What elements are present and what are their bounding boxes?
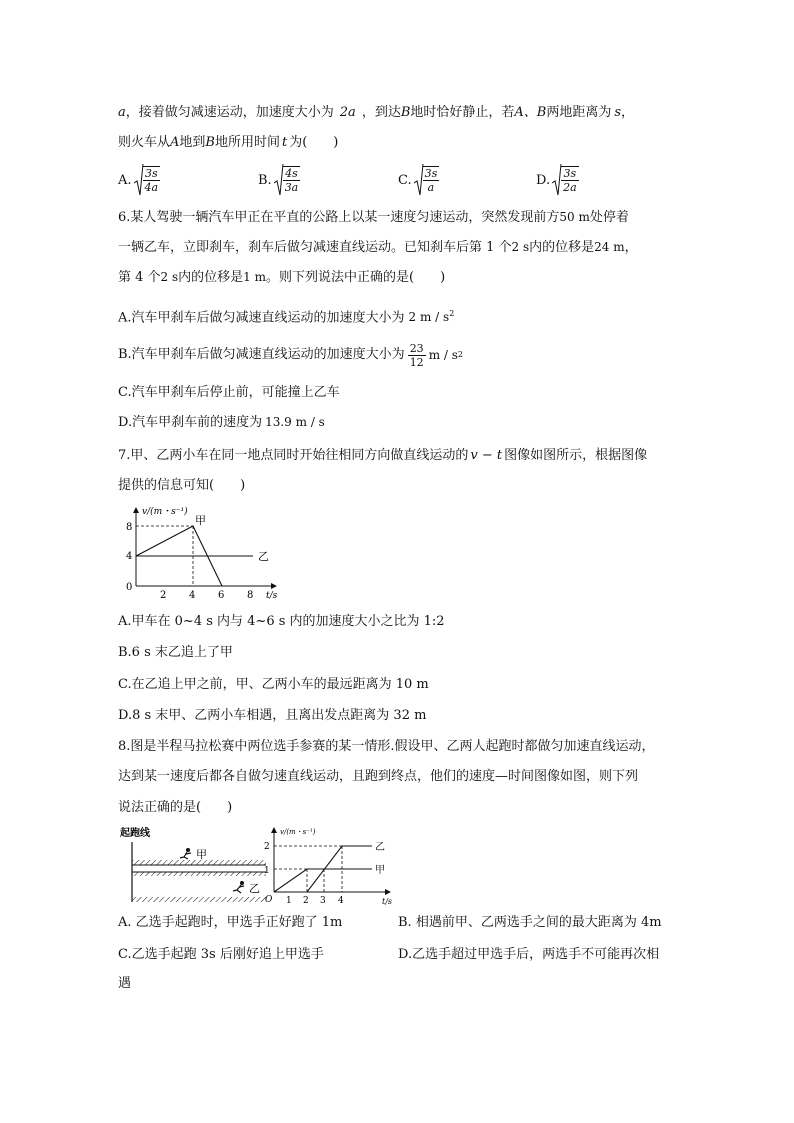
y-tick-2: 2 xyxy=(264,842,270,852)
value-2s: 2 s xyxy=(511,240,530,254)
option-text: D.汽车甲刹车前的速度为 xyxy=(118,415,263,430)
origin-label: O xyxy=(265,895,273,905)
q8-option-d-cont xyxy=(118,975,131,993)
x-tick-3: 3 xyxy=(320,896,326,906)
q5-option-b[interactable] xyxy=(258,162,300,198)
series-yi-label: 乙 xyxy=(375,842,385,853)
option-label: B. xyxy=(258,172,272,188)
text: 处停着 xyxy=(589,210,629,225)
q8-line2 xyxy=(118,768,638,786)
text: ，到达 xyxy=(361,105,401,120)
q8-track-figure xyxy=(118,824,268,906)
var-B: B xyxy=(400,105,411,120)
text: 地到 xyxy=(179,135,206,150)
x-axis-label: t/s xyxy=(266,591,278,601)
option-text: D.乙选手超过甲选手后，两选手不可能再次相 xyxy=(398,947,660,962)
q6-option-a[interactable] xyxy=(118,305,454,327)
numerator: 3s xyxy=(143,167,161,181)
q8-line3 xyxy=(118,799,232,817)
x-tick-6: 6 xyxy=(218,590,225,601)
q7-option-c[interactable] xyxy=(118,676,429,694)
q8-option-c[interactable] xyxy=(118,946,324,964)
option-text: A.甲车在 0~4 s 内与 4~6 s 内的加速度大小之比为 1:2 xyxy=(118,614,445,629)
var-t: t xyxy=(282,135,288,150)
denominator: 3a xyxy=(284,181,299,194)
series-jia-line xyxy=(274,869,372,892)
y-tick-1: 1 xyxy=(264,866,270,876)
runner-jia-label: 甲 xyxy=(196,848,207,861)
value-1m: 1 m xyxy=(243,270,266,284)
runner-yi-icon xyxy=(233,881,244,893)
option-text: D.8 s 末甲、乙两小车相遇，且离出发点距离为 32 m xyxy=(118,708,427,723)
q6-option-d[interactable] xyxy=(118,413,325,432)
runner-jia-icon xyxy=(180,848,191,859)
y-axis-label: v/(m・s⁻¹) xyxy=(142,507,188,517)
option-text: B.汽车甲刹车后做匀减速直线运动的加速度大小为 xyxy=(118,347,405,362)
series-yi-label: 乙 xyxy=(258,550,269,563)
option-text: C.乙选手起跑 3s 后刚好追上甲选手 xyxy=(118,947,324,962)
text: 说法正确的是( ) xyxy=(118,800,233,815)
numerator: 23 xyxy=(409,341,424,355)
denominator: 4a xyxy=(144,181,159,194)
numerator: 4s xyxy=(283,167,301,181)
option-text: C.汽车甲刹车后停止前，可能撞上乙车 xyxy=(118,385,340,400)
option-text: A.汽车甲刹车后做匀减速直线运动的加速度大小为 xyxy=(118,310,405,326)
series-jia-label: 甲 xyxy=(195,514,206,527)
x-tick-2: 2 xyxy=(303,896,309,906)
y-tick-8: 8 xyxy=(126,522,133,533)
x-tick-1: 1 xyxy=(286,896,292,906)
text: ，接着做匀减速运动，加速度大小为 xyxy=(125,105,334,120)
var-s: s xyxy=(614,105,622,120)
x-tick-4: 4 xyxy=(338,896,344,906)
q8-option-b[interactable] xyxy=(398,914,662,932)
y-tick-4: 4 xyxy=(126,551,133,562)
x-axis-label: t/s xyxy=(382,897,392,906)
q7-option-d[interactable] xyxy=(118,707,426,725)
option-text: A. 乙选手起跑时，甲选手正好跑了 1m xyxy=(118,915,343,930)
text: 内的位移是 xyxy=(529,240,595,255)
value: 13.9 m / s xyxy=(265,415,325,429)
denominator: 12 xyxy=(409,355,424,369)
fraction xyxy=(408,342,426,369)
q5-option-d[interactable] xyxy=(536,162,579,198)
q5-option-c[interactable] xyxy=(398,162,439,198)
text: 一辆乙车，立即刹车，刹车后做匀减速直线运动。已知刹车后第 1 个 xyxy=(118,240,512,255)
text: 6.某人驾驶一辆汽车甲正在平直的公路上以某一速度匀速运动，突然发现前方 xyxy=(118,210,560,225)
sqrt-expression xyxy=(552,163,579,197)
text: ， xyxy=(624,240,638,255)
value-50m: 50 m xyxy=(559,210,590,224)
series-jia-label: 甲 xyxy=(375,865,385,876)
option-label: D. xyxy=(536,172,551,188)
q5-line2 xyxy=(118,134,338,152)
q8-vt-graph xyxy=(254,824,392,908)
q6-option-c[interactable] xyxy=(118,384,340,402)
q5-line1 xyxy=(118,104,634,122)
text: 第 4 个 xyxy=(118,270,161,285)
option-label: C. xyxy=(398,172,412,188)
value: 2 m / s xyxy=(408,310,450,325)
value-24m: 24 m xyxy=(594,240,625,254)
runner-yi-label: 乙 xyxy=(249,882,260,895)
var-vt: v − t xyxy=(470,448,503,463)
sqrt-expression xyxy=(414,163,440,197)
text: 地时恰好静止，若 xyxy=(410,105,515,120)
text: 达到某一速度后都各自做匀速直线运动，且跑到终点，他们的速度—时间图像如图，则下列 xyxy=(118,769,639,784)
q6-line2 xyxy=(118,238,638,257)
option-text: B.6 s 末乙追上了甲 xyxy=(118,645,233,660)
var-A: A xyxy=(170,135,180,150)
exponent: 2 xyxy=(449,309,455,318)
q7-vt-graph xyxy=(118,504,288,606)
text: 两地距离为 xyxy=(546,105,612,120)
sqrt-expression xyxy=(134,163,161,197)
denominator: a xyxy=(427,181,435,194)
q7-line2 xyxy=(118,477,245,495)
text: ， xyxy=(621,105,635,120)
var-a: a xyxy=(118,105,126,120)
sqrt-expression xyxy=(274,163,301,197)
q8-option-a[interactable] xyxy=(118,914,342,932)
denominator: 2a xyxy=(563,181,577,194)
y-tick-0: 0 xyxy=(126,582,133,593)
text: 图像如图所示，根据图像 xyxy=(504,448,648,463)
numerator: 3s xyxy=(424,167,438,180)
option-label: A. xyxy=(118,172,132,188)
var-AB: A、B xyxy=(514,105,547,120)
q7-option-b[interactable] xyxy=(118,644,233,662)
option-text: 遇 xyxy=(118,976,132,991)
q7-option-a[interactable] xyxy=(118,613,445,631)
text: 。则下列说法中正确的是( ) xyxy=(266,270,446,285)
text: 提供的信息可知( ) xyxy=(118,478,246,493)
q6-line1 xyxy=(118,208,629,227)
unit: m / s xyxy=(428,348,458,362)
text: 则火车从 xyxy=(118,135,171,150)
text: 为( ) xyxy=(289,135,339,150)
x-tick-8: 8 xyxy=(247,590,254,601)
var-B: B xyxy=(205,135,215,150)
value-2s: 2 s xyxy=(160,270,179,284)
option-text: C.在乙追上甲之前，甲、乙两小车的最远距离为 10 m xyxy=(118,677,429,692)
lane-divider xyxy=(132,872,266,876)
q8-line1 xyxy=(118,738,655,756)
text: 8.图是半程马拉松赛中两位选手参赛的某一情形.假设甲、乙两人起跑时都做匀加速直线运动， xyxy=(118,739,655,754)
y-axis-label: v/(m・s⁻¹) xyxy=(280,828,316,836)
option-text: B. 相遇前甲、乙两选手之间的最大距离为 4m xyxy=(398,915,662,930)
lane-border-bottom xyxy=(132,897,266,902)
q7-line1 xyxy=(118,447,647,465)
exponent: 2 xyxy=(457,350,463,359)
text: 7.甲、乙两小车在同一地点同时开始往相同方向做直线运动的 xyxy=(118,448,469,463)
q8-option-d[interactable] xyxy=(398,946,659,964)
start-line-label: 起跑线 xyxy=(120,828,150,839)
q6-option-b[interactable] xyxy=(118,340,463,370)
q5-option-a[interactable] xyxy=(118,162,160,198)
text: 地所用时间 xyxy=(214,135,280,150)
x-tick-4: 4 xyxy=(189,590,196,601)
var-2a: 2a xyxy=(339,105,356,120)
q6-line3 xyxy=(118,268,445,287)
x-tick-2: 2 xyxy=(160,590,167,601)
numerator: 3s xyxy=(561,167,579,181)
text: 内的位移是 xyxy=(178,270,244,285)
